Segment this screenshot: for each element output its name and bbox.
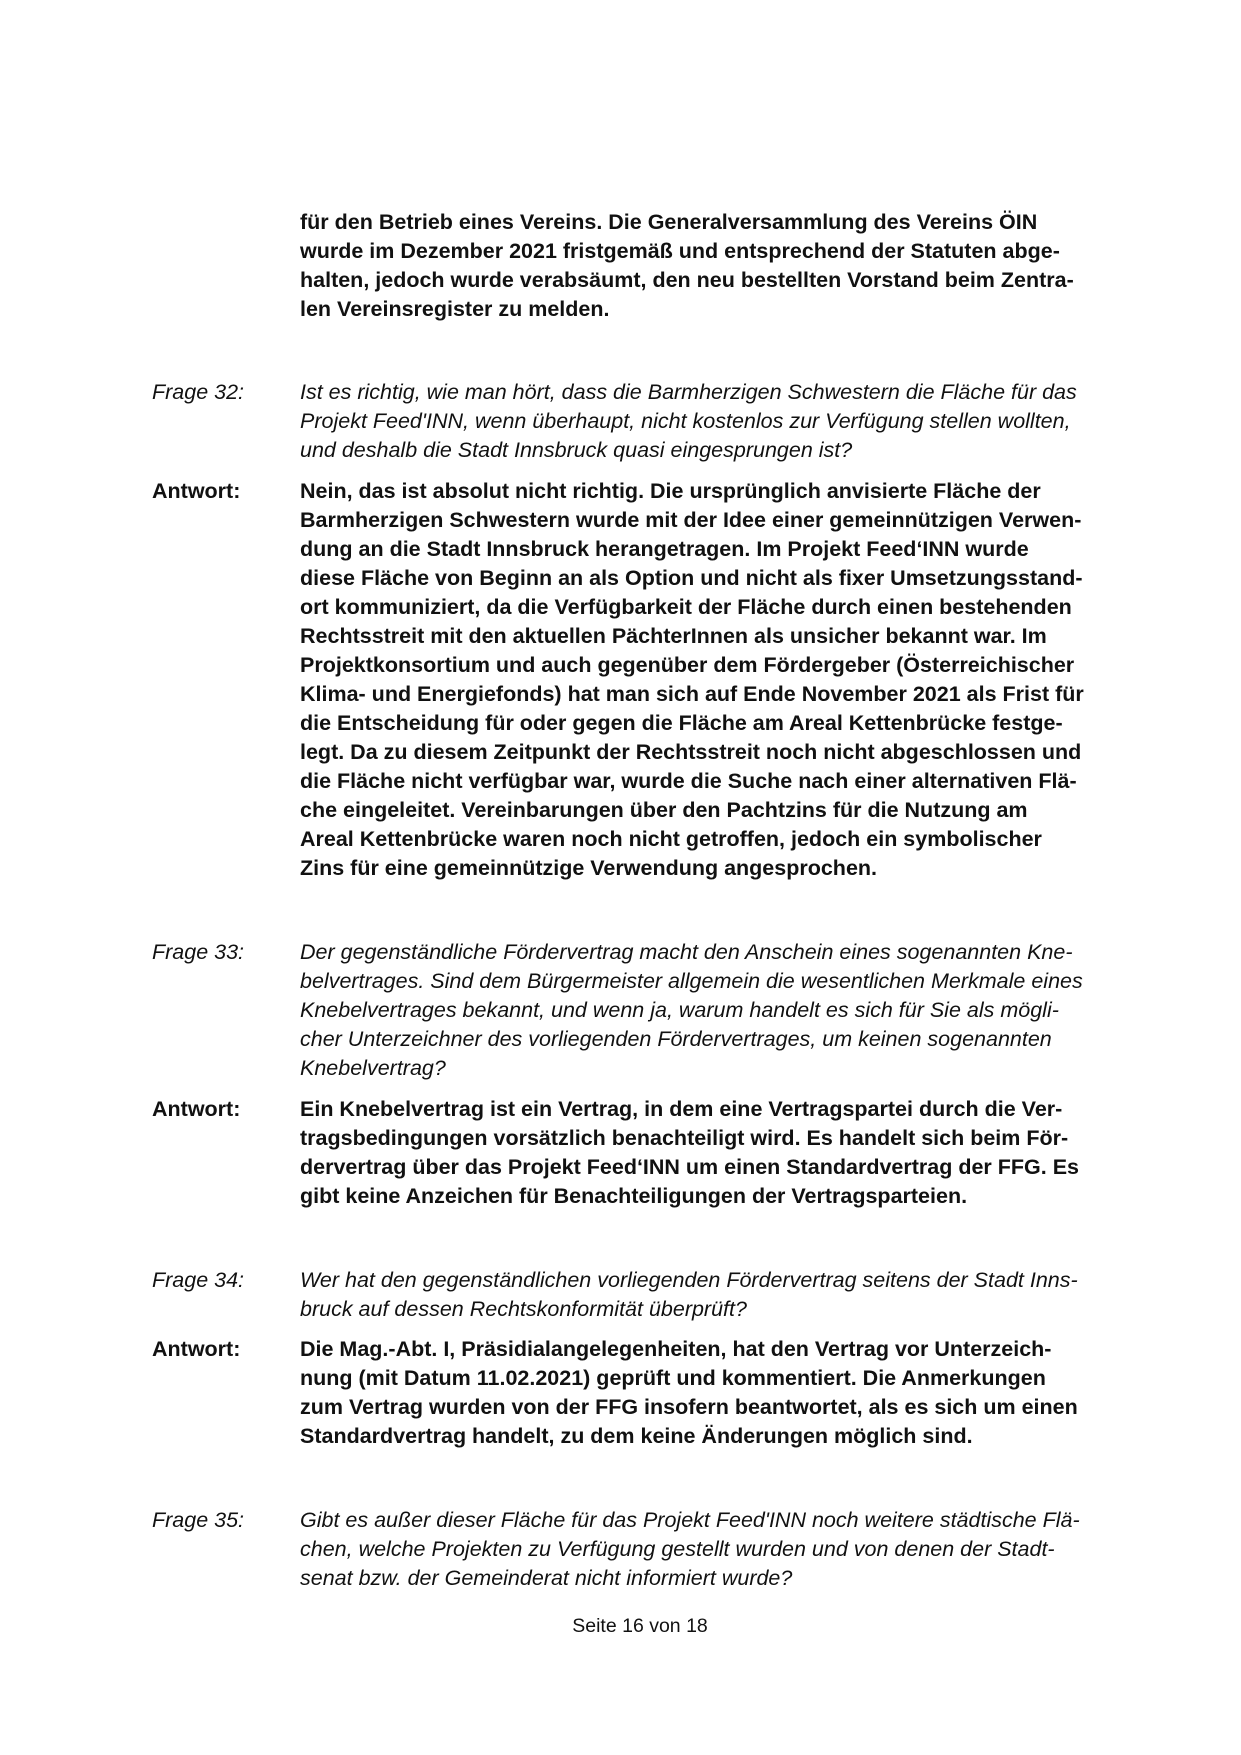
question-line: belvertrages. Sind dem Bürgermeister allgemein die wesentlichen Merkmale eines [300,969,1083,993]
text-line: halten, jedoch wurde verabsäumt, den neu bestellten Vorstand beim Zentra- [300,268,1074,292]
answer-line: legt. Da zu diesem Zeitpunkt der Rechtsstreit noch nicht abgeschlossen und [300,740,1082,764]
answer-line: Nein, das ist absolut nicht richtig. Die ursprünglich anvisierte Fläche der [300,479,1041,503]
answer-line: zum Vertrag wurden von der FFG insofern beantwortet, als es sich um einen [300,1395,1078,1419]
question-line: Ist es richtig, wie man hört, dass die Barmherzigen Schwestern die Fläche für das [300,380,1077,404]
answer-line: diese Fläche von Beginn an als Option und nicht als fixer Umsetzungsstand- [300,566,1083,590]
question-line: Wer hat den gegenständlichen vorliegenden Fördervertrag seitens der Stadt Inns- [300,1268,1078,1292]
answer-label: Antwort: [152,1097,241,1121]
answer-line: Klima- und Energiefonds) hat man sich auf Ende November 2021 als Frist für [300,682,1084,706]
answer-line: che eingeleitet. Vereinbarungen über den Pachtzins für die Nutzung am [300,798,1028,822]
question-label: Frage 33: [152,940,245,964]
question-label: Frage 35: [152,1508,245,1532]
question-line: Gibt es außer dieser Fläche für das Projekt Feed'INN noch weitere städtische Flä- [300,1508,1080,1532]
answer-label: Antwort: [152,1337,241,1361]
question-line: Knebelvertrages bekannt, und wenn ja, warum handelt es sich für Sie als mögli- [300,998,1059,1022]
answer-line: Die Mag.-Abt. I, Präsidialangelegenheiten, hat den Vertrag vor Unterzeich- [300,1337,1052,1361]
question-line: cher Unterzeichner des vorliegenden Fördervertrages, um keinen sogenannten [300,1027,1052,1051]
answer-line: dung an die Stadt Innsbruck herangetragen. Im Projekt Feed‘INN wurde [300,537,1029,561]
text-line: für den Betrieb eines Vereins. Die Generalversammlung des Vereins ÖIN [300,210,1038,234]
question-label: Frage 34: [152,1268,245,1292]
answer-line: ort kommuniziert, da die Verfügbarkeit der Fläche durch einen bestehenden [300,595,1072,619]
question-line: Knebelvertrag? [300,1056,446,1080]
answer-line: Areal Kettenbrücke waren noch nicht getroffen, jedoch ein symbolischer [300,827,1042,851]
question-line: Der gegenständliche Fördervertrag macht den Anschein eines sogenannten Kne- [300,940,1073,964]
answer-line: nung (mit Datum 11.02.2021) geprüft und kommentiert. Die Anmerkungen [300,1366,1046,1390]
question-line: chen, welche Projekten zu Verfügung gestellt wurden und von denen der Stadt- [300,1537,1055,1561]
answer-line: Projektkonsortium und auch gegenüber dem Fördergeber (Österreichischer [300,653,1075,677]
answer-line: Barmherzigen Schwestern wurde mit der Idee einer gemeinnützigen Verwen- [300,508,1082,532]
text-line: len Vereinsregister zu melden. [300,297,610,321]
answer-line: Ein Knebelvertrag ist ein Vertrag, in dem eine Vertragspartei durch die Ver- [300,1097,1063,1121]
answer-line: die Fläche nicht verfügbar war, wurde die Suche nach einer alternativen Flä- [300,769,1077,793]
answer-line: die Entscheidung für oder gegen die Fläche am Areal Kettenbrücke festge- [300,711,1063,735]
question-line: bruck auf dessen Rechtskonformität überprüft? [300,1297,747,1321]
answer-line: Standardvertrag handelt, zu dem keine Änderungen möglich sind. [300,1424,973,1448]
page-number: Seite 16 von 18 [572,1615,708,1637]
question-label: Frage 32: [152,380,245,404]
answer-line: gibt keine Anzeichen für Benachteiligungen der Vertragsparteien. [300,1184,968,1208]
answer-line: tragsbedingungen vorsätzlich benachteiligt wird. Es handelt sich beim För- [300,1126,1069,1150]
answer-line: dervertrag über das Projekt Feed‘INN um einen Standardvertrag der FFG. Es [300,1155,1079,1179]
question-line: Projekt Feed'INN, wenn überhaupt, nicht kostenlos zur Verfügung stellen wollten, [300,409,1071,433]
question-line: senat bzw. der Gemeinderat nicht informiert wurde? [300,1566,793,1590]
question-line: und deshalb die Stadt Innsbruck quasi eingesprungen ist? [300,438,853,462]
text-line: wurde im Dezember 2021 fristgemäß und entsprechend der Statuten abge- [300,239,1060,263]
answer-line: Zins für eine gemeinnützige Verwendung angesprochen. [300,856,878,880]
answer-line: Rechtsstreit mit den aktuellen PächterInnen als unsicher bekannt war. Im [300,624,1047,648]
answer-label: Antwort: [152,479,241,503]
